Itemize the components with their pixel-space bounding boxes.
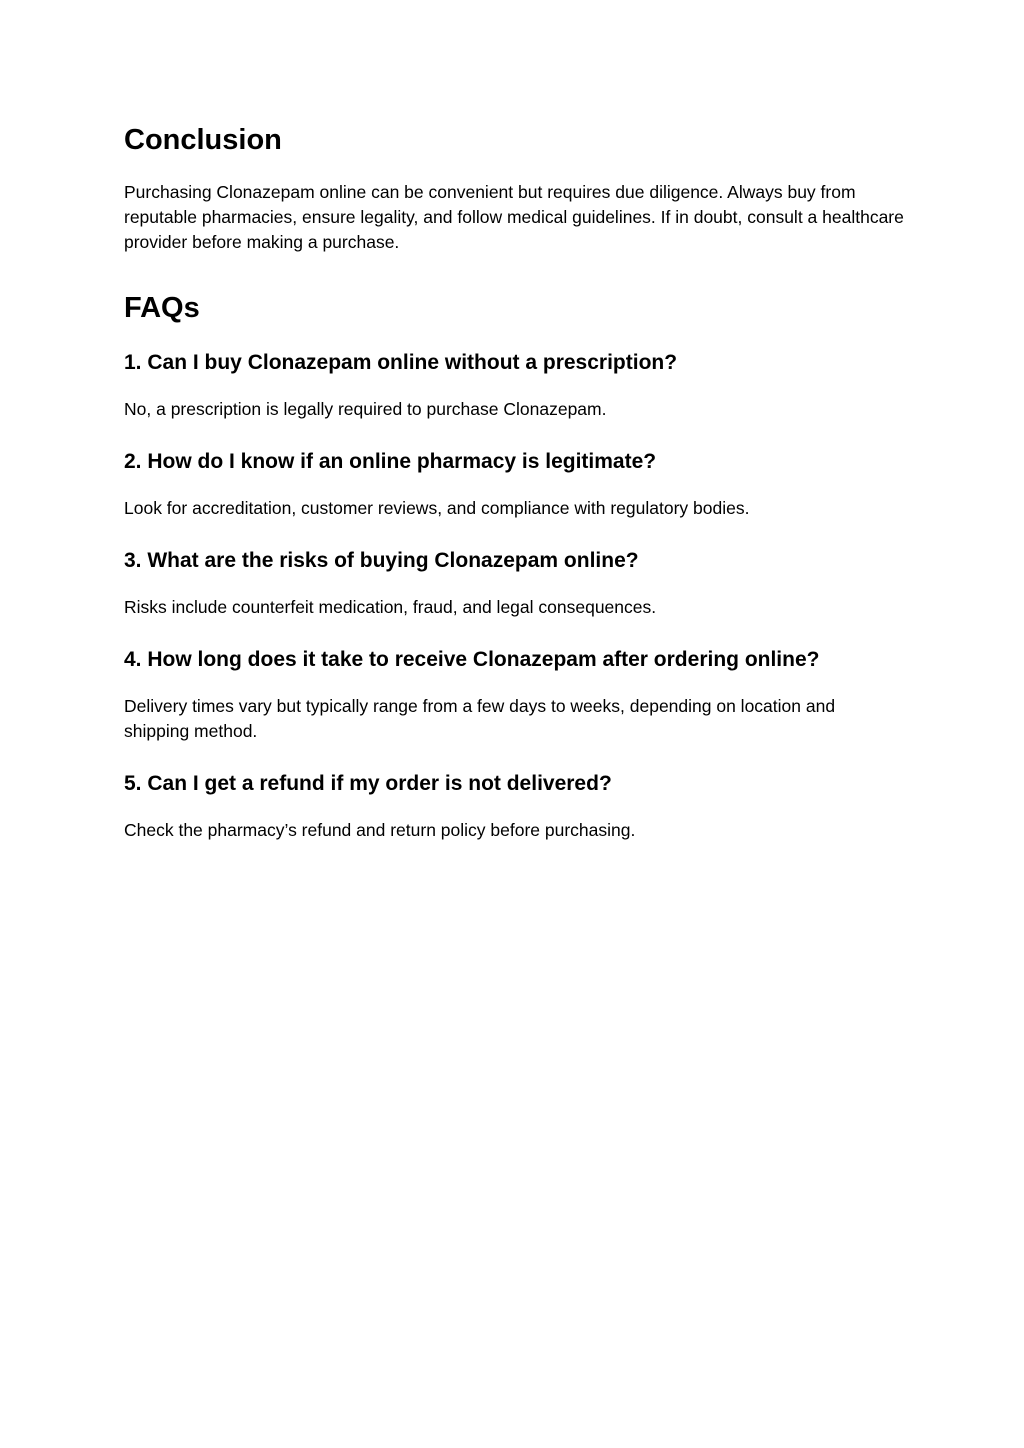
faq-answer: Risks include counterfeit medication, fraud, and legal consequences. <box>124 597 657 617</box>
faq-list <box>124 349 904 843</box>
faq-item <box>124 646 904 744</box>
faqs-section <box>124 290 904 843</box>
faq-question: 5. Can I get a refund if my order is not delivered? <box>124 772 612 795</box>
conclusion-paragraph: Purchasing Clonazepam online can be convenient but requires due diligence. Always buy from reputable pharmacies, ensure legality, and follow medical guidelines. If in doubt, consult a healthcare provider before making a purchase. <box>124 182 904 252</box>
faq-answer: Check the pharmacy’s refund and return policy before purchasing. <box>124 820 636 840</box>
faq-answer: No, a prescription is legally required to purchase Clonazepam. <box>124 399 607 419</box>
faq-question: 4. How long does it take to receive Clonazepam after ordering online? <box>124 648 820 671</box>
faq-question: 3. What are the risks of buying Clonazepam online? <box>124 549 639 572</box>
faq-item <box>124 448 904 521</box>
document-content <box>124 122 904 843</box>
faq-question: 1. Can I buy Clonazepam online without a prescription? <box>124 351 678 374</box>
faqs-heading: FAQs <box>124 292 200 324</box>
faq-answer: Delivery times vary but typically range from a few days to weeks, depending on location and shipping method. <box>124 696 836 741</box>
faq-answer: Look for accreditation, customer reviews, and compliance with regulatory bodies. <box>124 498 750 518</box>
faq-item <box>124 547 904 620</box>
faq-question: 2. How do I know if an online pharmacy is legitimate? <box>124 450 657 473</box>
conclusion-section <box>124 122 904 255</box>
conclusion-heading: Conclusion <box>124 124 282 156</box>
faq-item <box>124 349 904 422</box>
faq-item <box>124 770 904 843</box>
